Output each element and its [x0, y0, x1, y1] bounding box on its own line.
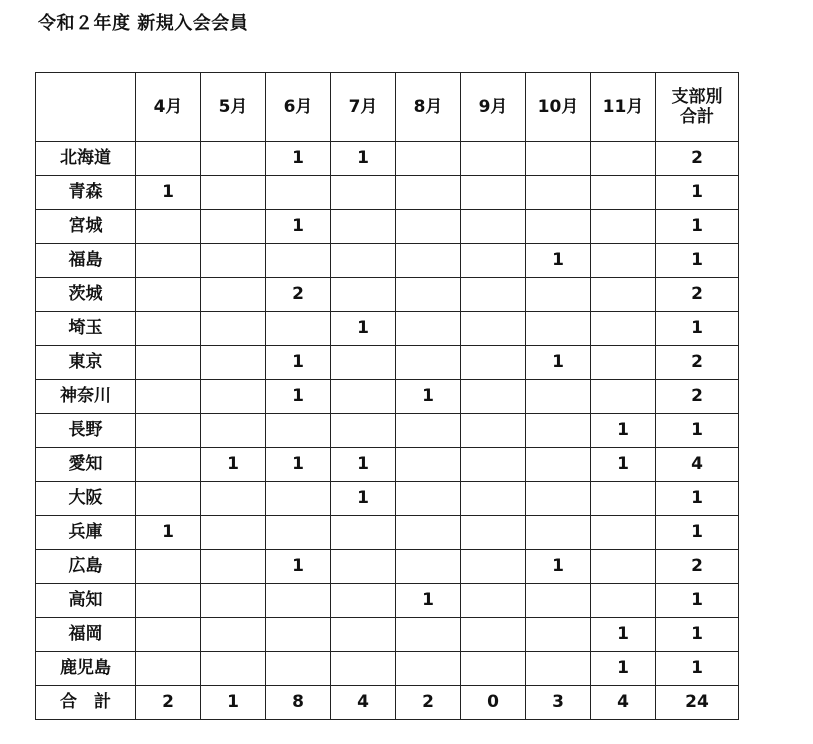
header-month-8: 8月 [396, 73, 461, 142]
header-month-7: 7月 [331, 73, 396, 142]
sum-cell: 0 [461, 686, 526, 720]
month-count-cell [526, 448, 591, 482]
table-row [36, 244, 739, 278]
month-count-cell [526, 482, 591, 516]
branch-total-cell: 1 [656, 618, 739, 652]
branch-total-cell: 1 [656, 210, 739, 244]
month-count-cell [461, 176, 526, 210]
month-count-cell [591, 482, 656, 516]
month-count-cell [201, 176, 266, 210]
table-row [36, 414, 739, 448]
month-count-cell [266, 584, 331, 618]
month-count-cell [136, 584, 201, 618]
month-count-cell [526, 176, 591, 210]
month-count-cell [396, 516, 461, 550]
branch-total-cell: 1 [656, 482, 739, 516]
month-count-cell [201, 312, 266, 346]
month-count-cell [201, 584, 266, 618]
month-count-cell [331, 618, 396, 652]
month-count-cell [591, 550, 656, 584]
month-count-cell: 1 [591, 414, 656, 448]
table-row [36, 448, 739, 482]
month-count-cell [461, 516, 526, 550]
month-count-cell: 1 [526, 550, 591, 584]
month-count-cell [136, 278, 201, 312]
month-count-cell [461, 210, 526, 244]
month-count-cell [461, 550, 526, 584]
month-count-cell: 1 [266, 346, 331, 380]
header-row [36, 73, 739, 142]
month-count-cell [136, 380, 201, 414]
month-count-cell: 1 [266, 380, 331, 414]
month-count-cell [136, 414, 201, 448]
month-count-cell: 1 [331, 312, 396, 346]
month-count-cell [396, 550, 461, 584]
month-count-cell [201, 346, 266, 380]
month-count-cell [331, 550, 396, 584]
table-row [36, 142, 739, 176]
month-count-cell [201, 210, 266, 244]
table-row [36, 482, 739, 516]
month-count-cell [331, 176, 396, 210]
month-count-cell: 1 [591, 652, 656, 686]
table-row [36, 210, 739, 244]
month-count-cell [396, 210, 461, 244]
month-count-cell [591, 584, 656, 618]
table-row [36, 652, 739, 686]
month-count-cell [266, 652, 331, 686]
sum-row [36, 686, 739, 720]
month-count-cell [591, 210, 656, 244]
header-corner-cell [36, 73, 136, 142]
month-count-cell [526, 618, 591, 652]
month-count-cell: 1 [331, 142, 396, 176]
page-title: 令和２年度 新規入会会員 [38, 13, 249, 34]
month-count-cell [461, 448, 526, 482]
prefecture-label: 長野 [36, 414, 136, 448]
month-count-cell [201, 550, 266, 584]
month-count-cell [396, 448, 461, 482]
prefecture-label: 宮城 [36, 210, 136, 244]
month-count-cell: 1 [266, 448, 331, 482]
prefecture-label: 兵庫 [36, 516, 136, 550]
month-count-cell [201, 278, 266, 312]
month-count-cell [526, 210, 591, 244]
month-count-cell [331, 244, 396, 278]
sum-cell: 2 [396, 686, 461, 720]
month-count-cell [461, 584, 526, 618]
month-count-cell [396, 482, 461, 516]
branch-total-cell: 2 [656, 142, 739, 176]
month-count-cell [331, 414, 396, 448]
month-count-cell [396, 244, 461, 278]
header-branch-total-line2: 合計 [680, 107, 714, 127]
month-count-cell [201, 380, 266, 414]
prefecture-label: 神奈川 [36, 380, 136, 414]
prefecture-label: 青森 [36, 176, 136, 210]
table-row [36, 516, 739, 550]
month-count-cell [136, 346, 201, 380]
prefecture-label: 愛知 [36, 448, 136, 482]
month-count-cell [461, 142, 526, 176]
month-count-cell: 1 [526, 346, 591, 380]
table-row [36, 278, 739, 312]
month-count-cell [461, 244, 526, 278]
sum-cell: 3 [526, 686, 591, 720]
month-count-cell [396, 176, 461, 210]
month-count-cell [201, 414, 266, 448]
month-count-cell [201, 142, 266, 176]
month-count-cell: 1 [136, 516, 201, 550]
month-count-cell [461, 414, 526, 448]
table-row [36, 346, 739, 380]
month-count-cell [591, 278, 656, 312]
month-count-cell [461, 346, 526, 380]
month-count-cell [201, 516, 266, 550]
month-count-cell [331, 584, 396, 618]
month-count-cell [201, 618, 266, 652]
month-count-cell [591, 346, 656, 380]
month-count-cell [461, 278, 526, 312]
month-count-cell [266, 244, 331, 278]
header-month-11: 11月 [591, 73, 656, 142]
month-count-cell [331, 516, 396, 550]
month-count-cell [396, 278, 461, 312]
prefecture-label: 福島 [36, 244, 136, 278]
prefecture-label: 高知 [36, 584, 136, 618]
new-members-table [35, 72, 739, 720]
month-count-cell [266, 414, 331, 448]
month-count-cell [266, 176, 331, 210]
month-count-cell [591, 312, 656, 346]
branch-total-cell: 1 [656, 584, 739, 618]
month-count-cell [136, 210, 201, 244]
month-count-cell: 1 [591, 448, 656, 482]
month-count-cell [396, 346, 461, 380]
prefecture-label: 鹿児島 [36, 652, 136, 686]
sum-cell: 4 [591, 686, 656, 720]
month-count-cell [136, 482, 201, 516]
month-count-cell: 1 [526, 244, 591, 278]
table-row [36, 176, 739, 210]
branch-total-cell: 1 [656, 244, 739, 278]
month-count-cell [526, 414, 591, 448]
branch-total-cell: 2 [656, 550, 739, 584]
month-count-cell: 1 [331, 482, 396, 516]
month-count-cell: 1 [266, 550, 331, 584]
month-count-cell [461, 380, 526, 414]
month-count-cell [526, 278, 591, 312]
month-count-cell [526, 312, 591, 346]
table-body [36, 142, 739, 686]
header-month-10: 10月 [526, 73, 591, 142]
branch-total-cell: 1 [656, 414, 739, 448]
month-count-cell [526, 142, 591, 176]
month-count-cell [201, 652, 266, 686]
branch-total-cell: 1 [656, 516, 739, 550]
table-row [36, 312, 739, 346]
sum-cell: 2 [136, 686, 201, 720]
header-month-9: 9月 [461, 73, 526, 142]
table-row [36, 584, 739, 618]
month-count-cell [591, 244, 656, 278]
branch-total-cell: 1 [656, 312, 739, 346]
month-count-cell [526, 516, 591, 550]
month-count-cell [331, 652, 396, 686]
month-count-cell [591, 380, 656, 414]
month-count-cell: 1 [396, 584, 461, 618]
month-count-cell [136, 312, 201, 346]
header-branch-total-line1: 支部別 [671, 86, 723, 107]
month-count-cell: 1 [331, 448, 396, 482]
month-count-cell [396, 652, 461, 686]
month-count-cell: 1 [396, 380, 461, 414]
table-row [36, 380, 739, 414]
prefecture-label: 埼玉 [36, 312, 136, 346]
month-count-cell [331, 346, 396, 380]
prefecture-label: 北海道 [36, 142, 136, 176]
month-count-cell [136, 244, 201, 278]
month-count-cell: 1 [591, 618, 656, 652]
month-count-cell [591, 176, 656, 210]
branch-total-cell: 4 [656, 448, 739, 482]
sum-cell: 4 [331, 686, 396, 720]
month-count-cell [136, 448, 201, 482]
table-row [36, 550, 739, 584]
sum-cell: 1 [201, 686, 266, 720]
month-count-cell [136, 618, 201, 652]
branch-total-cell: 2 [656, 278, 739, 312]
month-count-cell: 2 [266, 278, 331, 312]
branch-total-cell: 2 [656, 380, 739, 414]
month-count-cell [331, 210, 396, 244]
month-count-cell [266, 618, 331, 652]
month-count-cell [461, 652, 526, 686]
header-branch-total [656, 73, 739, 142]
month-count-cell [396, 142, 461, 176]
month-count-cell [461, 482, 526, 516]
month-count-cell [266, 516, 331, 550]
prefecture-label: 茨城 [36, 278, 136, 312]
month-count-cell: 1 [136, 176, 201, 210]
month-count-cell [136, 142, 201, 176]
month-count-cell: 1 [266, 210, 331, 244]
table-row [36, 618, 739, 652]
month-count-cell [396, 618, 461, 652]
month-count-cell [396, 312, 461, 346]
month-count-cell [461, 618, 526, 652]
month-count-cell [136, 652, 201, 686]
month-count-cell [591, 516, 656, 550]
prefecture-label: 福岡 [36, 618, 136, 652]
sum-row-label: 合 計 [36, 686, 136, 720]
month-count-cell [396, 414, 461, 448]
prefecture-label: 大阪 [36, 482, 136, 516]
branch-total-cell: 1 [656, 652, 739, 686]
month-count-cell [136, 550, 201, 584]
month-count-cell [201, 244, 266, 278]
prefecture-label: 東京 [36, 346, 136, 380]
month-count-cell [331, 278, 396, 312]
sum-grand-total: 24 [656, 686, 739, 720]
header-month-6: 6月 [266, 73, 331, 142]
month-count-cell [201, 482, 266, 516]
month-count-cell [591, 142, 656, 176]
sum-cell: 8 [266, 686, 331, 720]
header-month-5: 5月 [201, 73, 266, 142]
prefecture-label: 広島 [36, 550, 136, 584]
month-count-cell [331, 380, 396, 414]
header-month-4: 4月 [136, 73, 201, 142]
month-count-cell [266, 482, 331, 516]
month-count-cell [461, 312, 526, 346]
branch-total-cell: 2 [656, 346, 739, 380]
branch-total-cell: 1 [656, 176, 739, 210]
month-count-cell [526, 380, 591, 414]
month-count-cell [266, 312, 331, 346]
month-count-cell: 1 [266, 142, 331, 176]
month-count-cell: 1 [201, 448, 266, 482]
month-count-cell [526, 584, 591, 618]
month-count-cell [526, 652, 591, 686]
